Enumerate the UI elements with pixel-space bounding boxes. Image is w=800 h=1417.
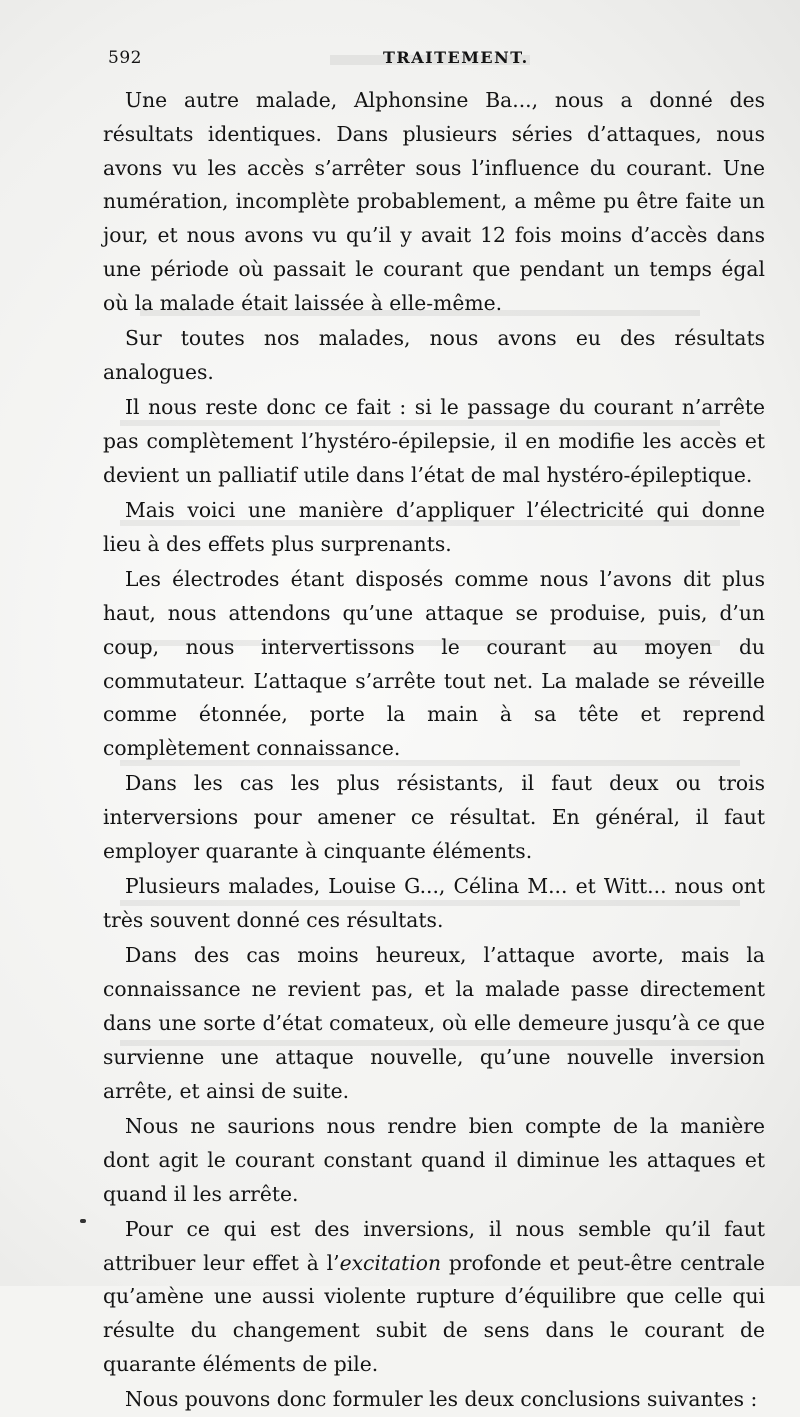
paragraph: Dans des cas moins heureux, l’attaque avorte, mais la connaissance ne revient pas, et la malade passe directement dans une sorte d’état comateux, où elle demeure jusqu’à ce que survienne une attaque nouvelle, qu’une nouvelle inversion arrête, et ainsi de suite. — [103, 943, 765, 1103]
paragraph-text: profonde et peut-être centrale qu’amène une aussi violente rupture d’équilibre que celle qui résulte du changement subit de sens dans le courant de quarante éléments de pile. — [103, 1250, 765, 1376]
body-text — [103, 84, 765, 1417]
emphasized-word: excitation — [339, 1250, 442, 1275]
paragraph: Une autre malade, Alphonsine Ba..., nous a donné des résultats identiques. Dans plusieurs séries d’attaques, nous avons vu les accès s’arrêter sous l’influence du courant. Une numération, incomplète probablement, a même pu être faite un jour, et nous avons vu qu’il y avait 12 fois moins d’accès dans une période où passait le courant que pendant un temps égal où la malade était laissée à elle-même. — [103, 88, 765, 315]
ink-speck — [80, 1219, 86, 1223]
paragraph: Dans les cas les plus résistants, il faut deux ou trois interversions pour amener ce résultat. En général, il faut employer quarante à cinquante éléments. — [103, 771, 765, 864]
running-title: TRAITEMENT. — [383, 48, 529, 67]
paragraph: Nous pouvons donc formuler les deux conclusions suivantes : — [125, 1387, 758, 1412]
paragraph-text: Pour ce qui est des inversions, il nous semble qu’il faut attribuer leur effet à l’ — [103, 1216, 765, 1275]
paragraph: Il nous reste donc ce fait : si le passage du courant n’arrête pas complètement l’hystéro-épilepsie, il en modifie les accès et devient un palliatif utile dans l’état de mal hystéro-épileptique. — [103, 395, 765, 487]
page-number: 592 — [108, 48, 142, 68]
paragraph: Nous ne saurions nous rendre bien compte de la manière dont agit le courant constant quand il diminue les attaques et quand il les arrête. — [103, 1113, 765, 1206]
paragraph: Les électrodes étant disposés comme nous l’avons dit plus haut, nous attendons qu’une attaque se produise, puis, d’un coup, nous intervertissons le courant au moyen du commutateur. L’attaque s’arrête tout net. La malade se réveille comme étonnée, porte la main à sa tête et reprend complètement connaissance. — [103, 567, 765, 761]
paragraph — [103, 1213, 765, 1382]
paragraph: Plusieurs malades, Louise G..., Célina M... et Witt... nous ont très souvent donné ces résultats. — [103, 874, 765, 933]
paragraph: Sur toutes nos malades, nous avons eu des résultats analogues. — [103, 326, 765, 384]
paragraph: Mais voici une manière d’appliquer l’électricité qui donne lieu à des effets plus surprenants. — [103, 498, 765, 556]
running-header — [103, 48, 763, 76]
